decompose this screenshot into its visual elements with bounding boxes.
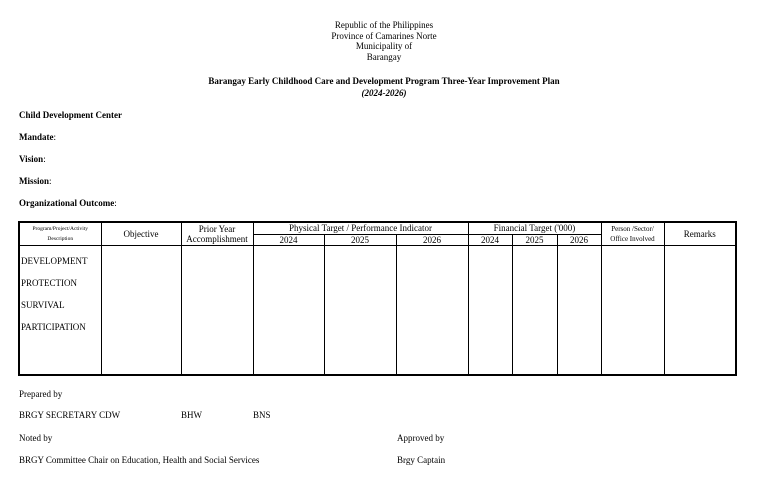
document-period: (2024-2026) [361,88,407,98]
field-outcome-label: Organizational Outcome [19,198,115,208]
document-title-block [0,75,768,99]
col-financial-header: Financial Target ('000) [468,222,601,234]
letterhead [0,20,768,62]
table-row [19,245,736,375]
signatory-bns: BNS [253,410,271,420]
field-outcome [19,198,117,208]
header-municipality: Municipality of [355,41,413,51]
document-title: Barangay Early Childhood Care and Development Program Three-Year Improvement Plan [208,76,560,86]
col-remarks-header: Remarks [664,222,736,245]
ppa-cell [19,245,101,375]
physical-year-2026: 2026 [396,234,468,245]
financial-2025-cell [512,245,557,375]
field-cdc-label: Child Development Center [19,110,122,120]
physical-year-2024: 2024 [253,234,324,245]
approved-by-label: Approved by [397,433,445,443]
category-survival: SURVIVAL [21,299,65,310]
signatory-committee-chair: BRGY Committee Chair on Education, Health and Social Services [19,455,260,465]
financial-2024-cell [468,245,512,375]
field-vision [19,154,46,164]
header-barangay: Barangay [366,51,402,62]
physical-2024-cell [253,245,324,375]
col-objective-header: Objective [101,222,181,245]
col-physical-header: Physical Target / Performance Indicator [253,222,468,234]
financial-year-2025: 2025 [512,234,557,245]
prior-cell [181,245,253,375]
field-vision-label: Vision [19,154,44,164]
category-development: DEVELOPMENT [21,255,88,266]
person-cell [601,245,664,375]
field-mission-colon: : [49,176,52,186]
field-mandate-label: Mandate [19,132,54,142]
col-prior-header: Prior Year Accomplishment [181,222,253,245]
prepared-by-label: Prepared by [19,389,63,399]
category-protection: PROTECTION [21,277,77,288]
field-outcome-colon: : [114,198,117,208]
header-country: Republic of the Philippines [334,20,434,30]
physical-2025-cell [324,245,396,375]
noted-by-label: Noted by [19,433,53,443]
physical-2026-cell [396,245,468,375]
physical-year-2025: 2025 [324,234,396,245]
header-province: Province of Camarines Norte [331,30,437,41]
col-person-header: Person /Sector/ Office Involved [601,222,664,245]
financial-year-2026: 2026 [557,234,601,245]
signatory-bhw: BHW [181,410,202,420]
signatory-secretary: BRGY SECRETARY CDW [19,410,121,420]
col-ppa-header: Program/Project/Activity Description [19,222,101,245]
remarks-cell [664,245,736,375]
financial-year-2024: 2024 [468,234,512,245]
field-mission-label: Mission [19,176,50,186]
improvement-plan-table [18,221,737,376]
category-participation: PARTICIPATION [21,321,86,332]
signatory-captain: Brgy Captain [397,455,446,465]
field-mandate [19,132,56,142]
field-mission [19,176,52,186]
field-cdc [19,110,122,120]
field-vision-colon: : [43,154,46,164]
financial-2026-cell [557,245,601,375]
field-mandate-colon: : [53,132,57,142]
objective-cell [101,245,181,375]
